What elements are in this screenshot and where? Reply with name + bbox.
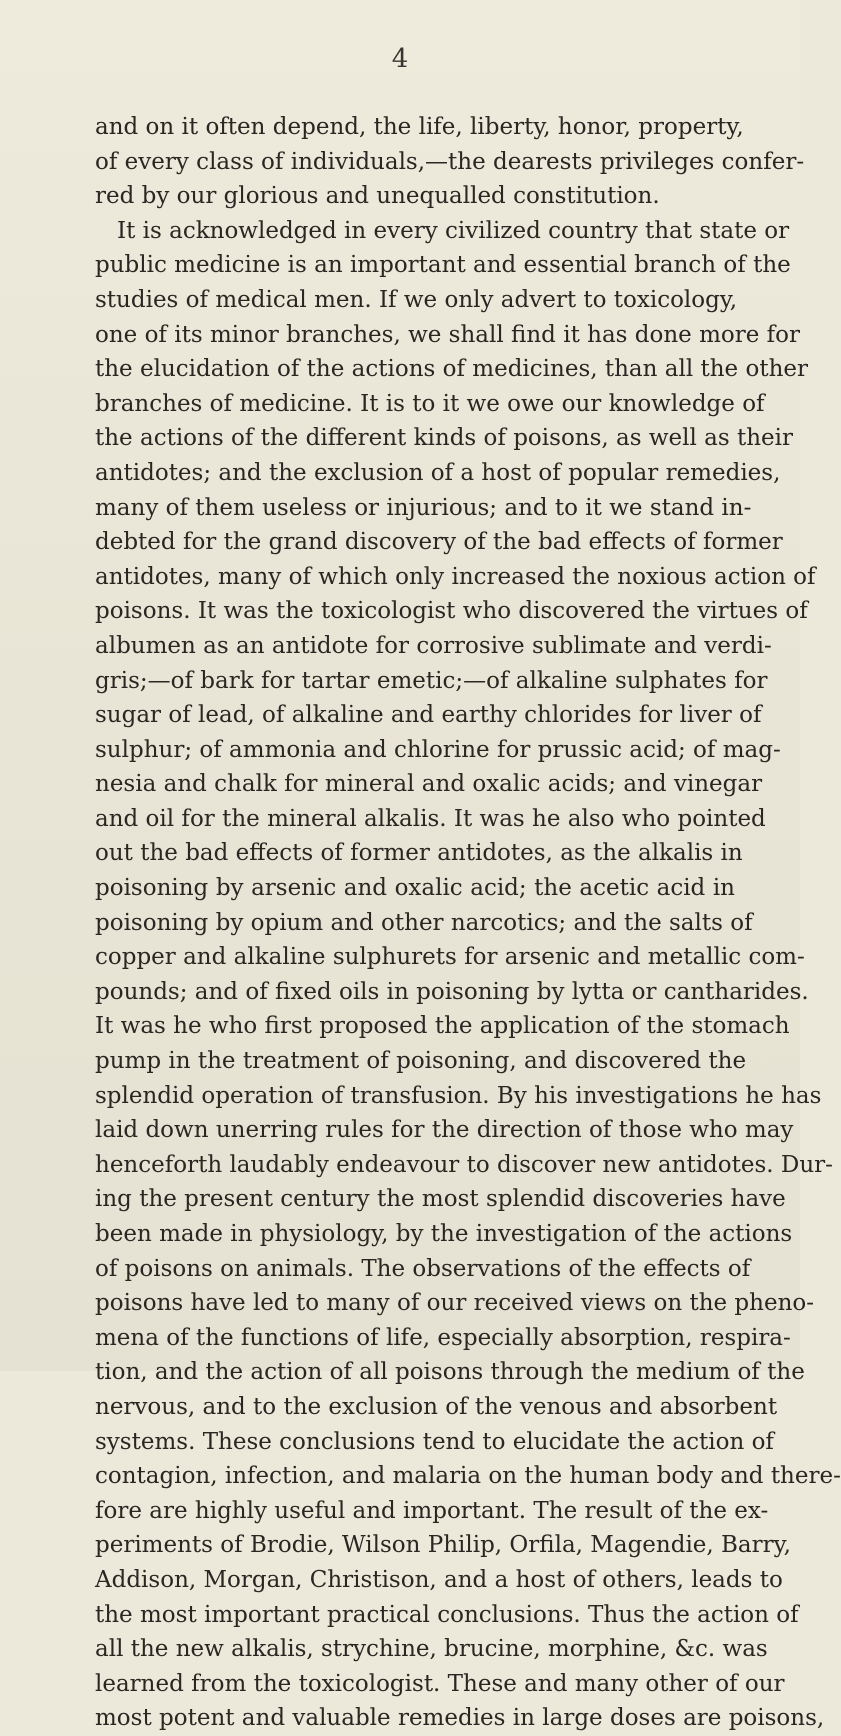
text-line: systems. These conclusions tend to elucidate the action of	[95, 1428, 774, 1455]
text-line: branches of medicine. It is to it we owe our knowledge of	[95, 390, 765, 417]
text-line: sulphur; of ammonia and chlorine for prussic acid; of mag-	[95, 736, 781, 763]
text-line: henceforth laudably endeavour to discover new antidotes. Dur-	[95, 1151, 833, 1178]
text-line: gris;—of bark for tartar emetic;—of alkaline sulphates for	[95, 667, 768, 694]
text-line: contagion, infection, and malaria on the human body and there-	[95, 1463, 841, 1490]
text-line: fore are highly useful and important. The result of the ex-	[95, 1497, 769, 1524]
text-line: and oil for the mineral alkalis. It was he also who pointed	[95, 805, 766, 832]
text-line: sugar of lead, of alkaline and earthy chlorides for liver of	[95, 702, 762, 729]
page-number: 4	[391, 44, 409, 74]
text-line: It is acknowledged in every civilized country that state or	[117, 217, 790, 244]
text-line: antidotes, many of which only increased the noxious action of	[95, 563, 816, 590]
text-line: red by our glorious and unequalled constitution.	[95, 183, 660, 210]
text-line: periments of Brodie, Wilson Philip, Orfila, Magendie, Barry,	[95, 1532, 791, 1559]
text-line: mena of the functions of life, especially absorption, respira-	[95, 1324, 791, 1351]
text-line: and on it often depend, the life, liberty, honor, property,	[95, 114, 744, 140]
text-line: debted for the grand discovery of the bad effects of former	[95, 529, 783, 556]
text-line: many of them useless or injurious; and to it we stand in-	[95, 494, 752, 521]
text-line: nesia and chalk for mineral and oxalic acids; and vinegar	[95, 771, 763, 798]
text-line: the elucidation of the actions of medicines, than all the other	[95, 356, 808, 383]
text-line: antidotes; and the exclusion of a host of popular remedies,	[95, 459, 781, 486]
body-text	[95, 110, 841, 1736]
text-line: pump in the treatment of poisoning, and discovered the	[95, 1048, 747, 1075]
text-line: one of its minor branches, we shall find it has done more for	[95, 321, 801, 348]
text-line: poisons have led to many of our received views on the pheno-	[95, 1290, 815, 1317]
text-line: ing the present century the most splendid discoveries have	[95, 1186, 786, 1213]
text-line: pounds; and of fixed oils in poisoning by lytta or cantharides.	[95, 978, 809, 1005]
text-line: public medicine is an important and essential branch of the	[95, 252, 791, 279]
text-line: studies of medical men. If we only advert to toxicology,	[95, 286, 738, 313]
text-line: of poisons on animals. The observations of the effects of	[95, 1255, 751, 1282]
text-line: Addison, Morgan, Christison, and a host of others, leads to	[95, 1566, 783, 1593]
text-line: of every class of individuals,—the dearests privileges confer-	[95, 148, 805, 175]
text-line: nervous, and to the exclusion of the venous and absorbent	[95, 1393, 778, 1420]
text-line: all the new alkalis, strychine, brucine, morphine, &c. was	[95, 1636, 768, 1663]
text-line: poisoning by arsenic and oxalic acid; the acetic acid in	[95, 875, 735, 902]
text-line: the most important practical conclusions. Thus the action of	[95, 1601, 799, 1628]
text-line: albumen as an antidote for corrosive sublimate and verdi-	[95, 632, 772, 659]
text-line: It was he who first proposed the application of the stomach	[95, 1013, 790, 1040]
text-line: the actions of the different kinds of poisons, as well as their	[95, 425, 794, 452]
text-line: been made in physiology, by the investigation of the actions	[95, 1221, 793, 1247]
text-line: most potent and valuable remedies in large doses are poisons,	[95, 1705, 825, 1732]
text-line: splendid operation of transfusion. By his investigations he has	[95, 1082, 822, 1109]
text-line: poisons. It was the toxicologist who discovered the virtues of	[95, 598, 808, 625]
text-line: learned from the toxicologist. These and many other of our	[95, 1670, 785, 1697]
text-line: laid down unerring rules for the direction of those who may	[95, 1117, 794, 1144]
text-line: out the bad effects of former antidotes, as the alkalis in	[95, 840, 743, 867]
text-line: tion, and the action of all poisons through the medium of the	[95, 1359, 805, 1386]
text-line: copper and alkaline sulphurets for arsenic and metallic com-	[95, 944, 805, 971]
text-line: poisoning by opium and other narcotics; and the salts of	[95, 909, 753, 936]
